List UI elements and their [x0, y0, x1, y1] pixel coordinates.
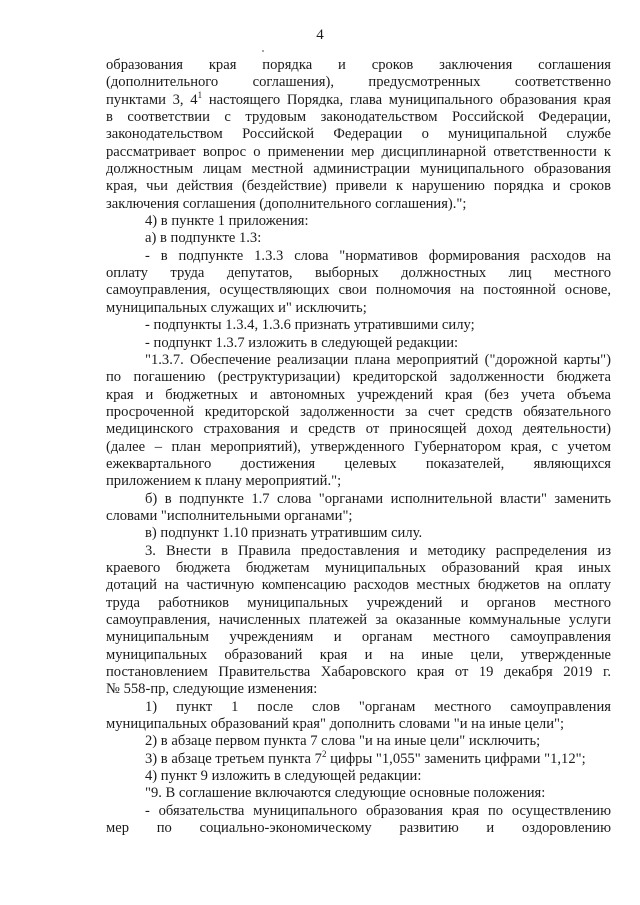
text-line: муниципальных образований края и на иные цели, утвержденные: [106, 646, 611, 663]
text-line: словами "исполнительными органами";: [106, 507, 353, 524]
text-line: муниципальных служащих и" исключить;: [106, 299, 367, 316]
item-3-3: 3) в абзаце третьем пункта $7^2$ цифры "1,055" заменить цифрами "1,12";: [145, 748, 586, 767]
text-line: заключения соглашения (дополнительного соглашения).";: [106, 195, 467, 212]
text-line: ежеквартального достижения целевых показателей, являющихся: [106, 455, 611, 472]
text-line: 1) пункт 1 после слов "органам местного самоуправления: [145, 698, 611, 715]
text-line: самоуправления, начисленных платежей за оказанные коммунальные услуги: [106, 612, 611, 628]
item-a-subpoint: а) в подпункте 1.3:: [145, 230, 262, 247]
text-line: образования края порядка и сроков заключения соглашения: [106, 57, 611, 73]
text-line: б) в подпункте 1.7 слова "органами исполнительной власти" заменить: [145, 490, 611, 507]
text-line: краевого бюджета бюджетам муниципальных образований края иных: [106, 559, 611, 576]
item-3-4: 4) пункт 9 изложить в следующей редакции:: [145, 768, 422, 785]
scan-speck: [262, 50, 264, 52]
text-line: № 558-пр, следующие изменения:: [106, 681, 318, 698]
text-line: дотаций на частичную компенсацию расходов местных бюджетов на оплату: [106, 577, 611, 594]
paragraph-continuation: [106, 57, 611, 213]
text-line: пунктами 3, $4^1$ настоящего Порядка, глава муниципального образования края: [106, 89, 611, 108]
text-line: мер по социально-экономическому развитию и оздоровлению: [106, 820, 611, 837]
item-4-appendix: 4) в пункте 1 приложения:: [145, 213, 309, 230]
text-line: оплату труда депутатов, выборных должностных лиц местного: [106, 265, 611, 282]
paragraph-3-1: [106, 699, 611, 734]
paragraph-3: [106, 543, 611, 699]
text-line: муниципальных образований края" дополнить словами "и на иные цели";: [106, 716, 565, 733]
item-1-3-4: - подпункты 1.3.4, 1.3.6 признать утратившими силу;: [145, 317, 475, 334]
text-line: приложением к плану мероприятий.";: [106, 473, 342, 490]
paragraph-1-3-7-text: [106, 352, 611, 491]
text-line: "1.3.7. Обеспечение реализации плана мероприятий ("дорожной карты"): [145, 351, 611, 368]
paragraph-obligations: [106, 803, 611, 838]
text-line: (дополнительного соглашения), предусмотренных соответственно: [106, 74, 611, 91]
text-line: должностным лицам местной администрации муниципального образования: [106, 161, 611, 178]
paragraph-1-3-3: [106, 248, 611, 317]
text-line: законодательством Российской Федерации о муниципальной службе: [106, 126, 611, 143]
item-9-heading: "9. В соглашение включаются следующие основные положения:: [145, 785, 546, 802]
text-line: труда работников муниципальных учреждений и органов местного: [106, 594, 611, 611]
text-line: края, чьи действия (бездействие) привели к нарушению порядка и сроков: [106, 178, 611, 195]
text-line: просроченной кредиторской задолженности за счет средств обязательного: [106, 403, 611, 420]
paragraph-b: [106, 491, 611, 526]
text-line: - в подпункте 1.3.3 слова "нормативов формирования расходов на: [145, 247, 611, 264]
text-line: муниципальным учреждениям и органам местного самоуправления: [106, 629, 611, 646]
text-line: самоуправления, осуществляющих свои полномочия на постоянной основе,: [106, 282, 611, 299]
text-line: в соответствии с трудовым законодательством Российской Федерации,: [106, 109, 611, 126]
item-3-2: 2) в абзаце первом пункта 7 слова "и на иные цели" исключить;: [145, 733, 541, 750]
text-line: 3. Внести в Правила предоставления и методику распределения из: [145, 542, 611, 559]
text-line: постановлением Правительства Хабаровского края от 19 декабря 2019 г.: [106, 664, 611, 681]
text-line: (далее – план мероприятий), утвержденного Губернатором края, с учетом: [106, 438, 611, 455]
item-1-3-7: - подпункт 1.3.7 изложить в следующей редакции:: [145, 334, 459, 351]
text-line: по погашению (реструктуризации) кредиторской задолженности бюджета: [106, 369, 611, 386]
text-line: медицинского страхования и средств от приносящей доход деятельности): [106, 421, 611, 438]
text-line: рассматривает вопрос о применении мер дисциплинарной ответственности к: [106, 143, 611, 160]
text-line: края и бюджетных и автономных учреждений края (без учета объема: [106, 386, 611, 403]
page-number: 4: [316, 27, 324, 43]
document-body: [106, 57, 611, 837]
text-line: - обязательства муниципального образования края по осуществлению: [145, 802, 611, 819]
item-v: в) подпункт 1.10 признать утратившим силу.: [145, 525, 423, 542]
